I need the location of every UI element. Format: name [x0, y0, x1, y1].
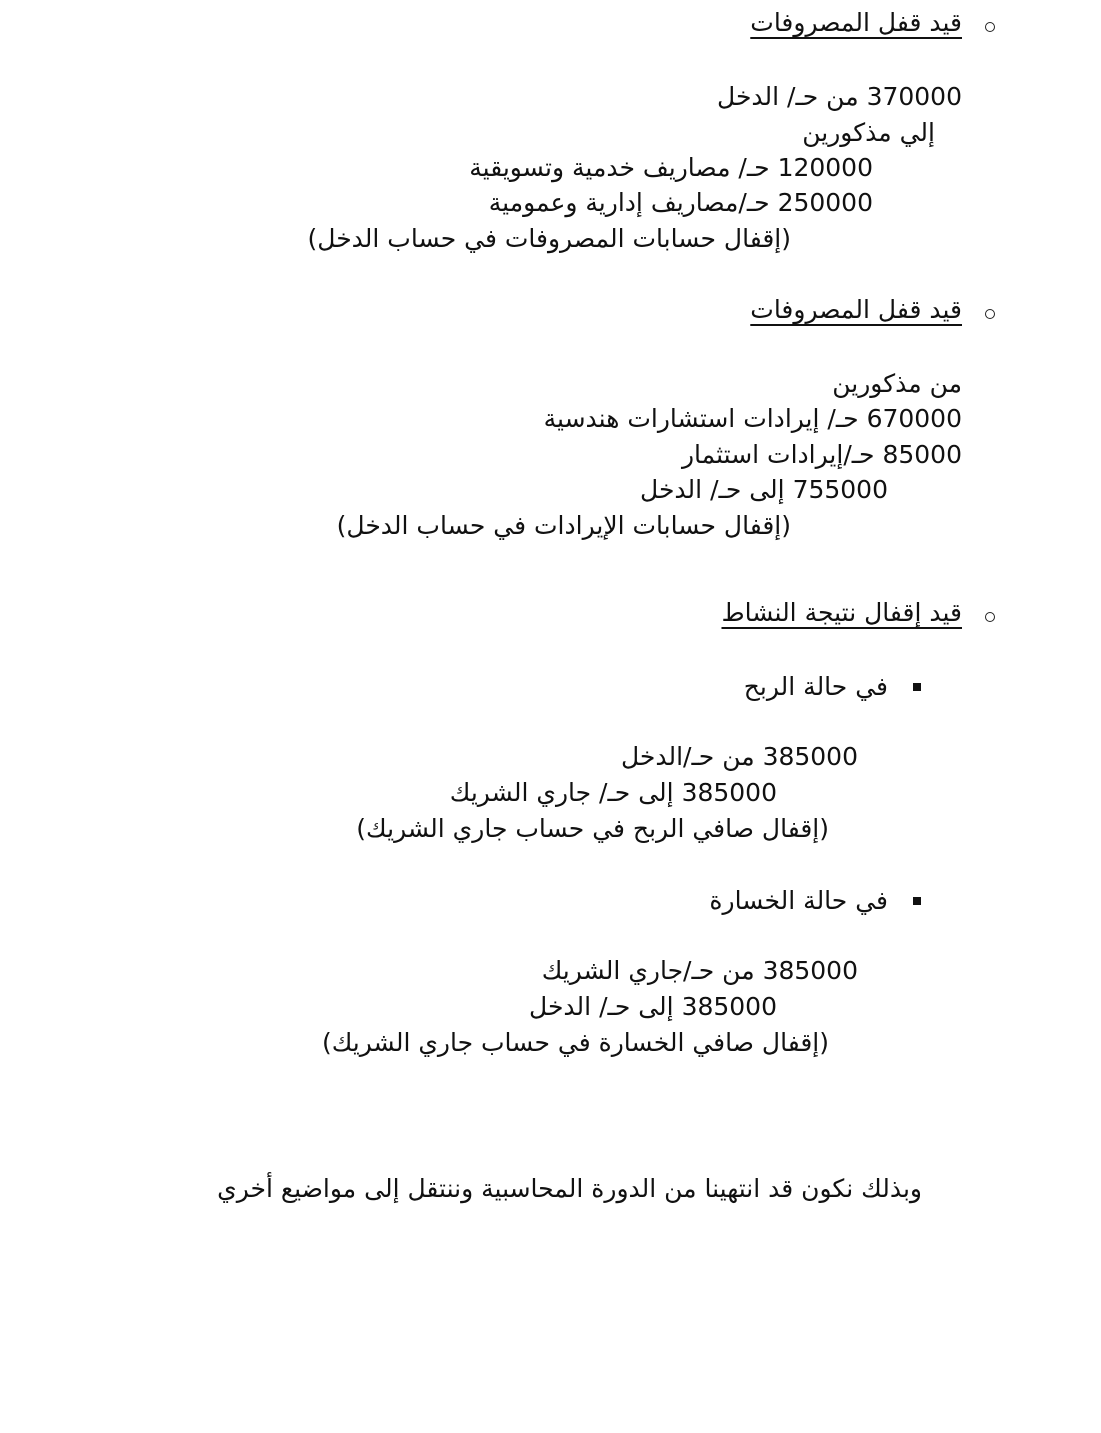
- square-bullet-icon: [913, 897, 921, 905]
- section2-line-4: 755000 إلى حـ/ الدخل: [640, 475, 888, 504]
- section1-line-2: إلي مذكورين: [802, 118, 935, 147]
- section2-line-2: 670000 حـ/ إيرادات استشارات هندسية: [543, 404, 962, 433]
- profit-line-2: 385000 إلى حـ/ جاري الشريك: [449, 778, 777, 807]
- circle-bullet-icon: [985, 309, 995, 319]
- loss-note: (إقفال صافي الخسارة في حساب جاري الشريك): [321, 1028, 829, 1057]
- section1-line-4: 250000 حـ/مصاريف إدارية وعمومية: [488, 188, 873, 217]
- profit-note: (إقفال صافي الربح في حساب جاري الشريك): [356, 814, 829, 843]
- loss-label: في حالة الخسارة: [709, 886, 888, 915]
- circle-bullet-icon: [985, 22, 995, 32]
- section1-note: (إقفال حسابات المصروفات في حساب الدخل): [307, 224, 791, 253]
- section2-heading: قيد قفل المصروفات: [750, 295, 962, 324]
- profit-line-1: 385000 من حـ/الدخل: [620, 742, 858, 771]
- section1-line-3: 120000 حـ/ مصاريف خدمية وتسويقية: [469, 153, 873, 182]
- section1-line-1: 370000 من حـ/ الدخل: [717, 82, 962, 111]
- section2-line-1: من مذكورين: [832, 369, 962, 398]
- closing-paragraph: وبذلك نكون قد انتهينا من الدورة المحاسبية وننتقل إلى مواضيع أخري: [217, 1174, 922, 1203]
- section2-line-3: 85000 حـ/إيرادات استثمار: [681, 440, 962, 469]
- circle-bullet-icon: [985, 612, 995, 622]
- square-bullet-icon: [913, 683, 921, 691]
- loss-line-1: 385000 من حـ/جاري الشريك: [541, 956, 858, 985]
- loss-line-2: 385000 إلى حـ/ الدخل: [529, 992, 777, 1021]
- profit-label: في حالة الربح: [743, 672, 888, 701]
- section1-heading: قيد قفل المصروفات: [750, 8, 962, 37]
- section3-heading: قيد إقفال نتيجة النشاط: [721, 598, 962, 627]
- section2-note: (إقفال حسابات الإيرادات في حساب الدخل): [336, 511, 791, 540]
